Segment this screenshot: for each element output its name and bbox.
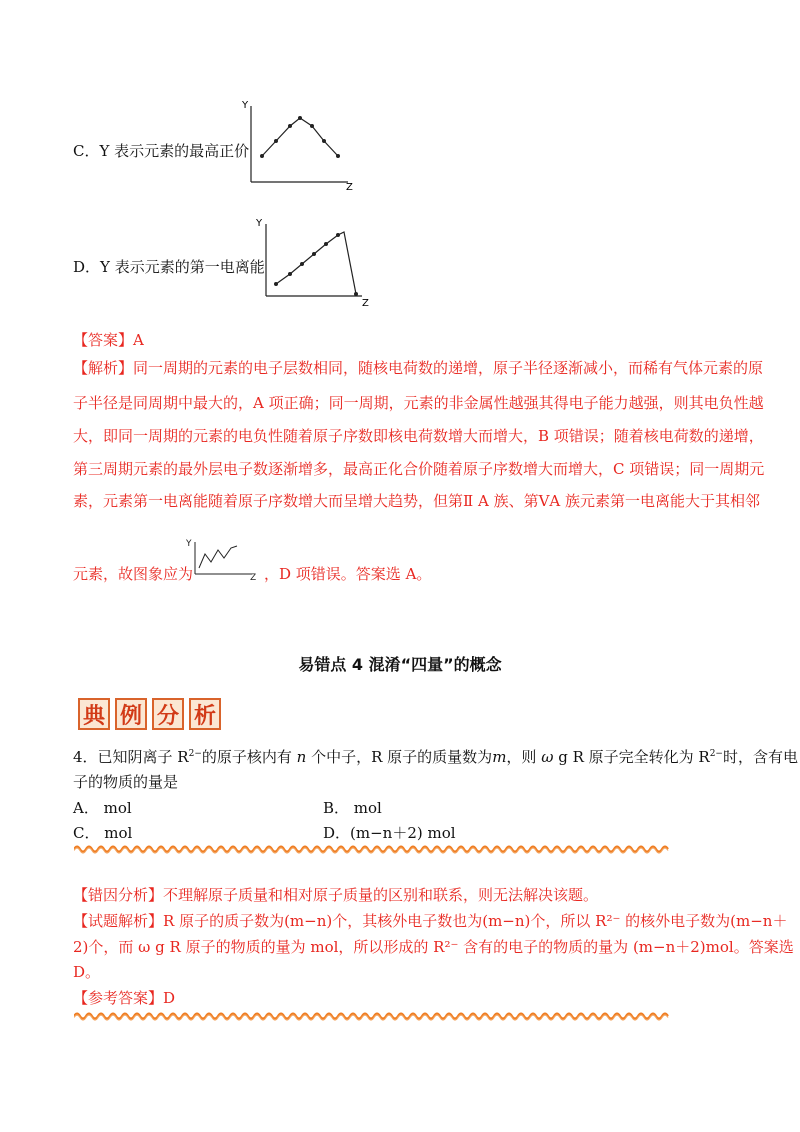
analysis-mini-chart — [184, 536, 264, 582]
badge-char-3: 分 — [152, 698, 184, 730]
analysis-line-4: 第三周期元素的最外层电子数逐渐增多，最高正化合价随着原子序数增大而增大，C 项错误；同一周期元 — [73, 460, 765, 478]
option-c-y-axis-label: Y — [242, 100, 249, 111]
reference-tag: 【参考答案】 — [73, 989, 164, 1007]
section-title: 易错点 4 混淆“四量”的概念 — [298, 655, 502, 674]
solution-line-1 — [73, 910, 787, 931]
q-text-a: 4．已知阴离子 R — [73, 748, 189, 766]
solution-tag: 【试题解析】 — [73, 912, 164, 930]
q-text-e: g R 原子完全转化为 R — [553, 748, 710, 766]
mini-y-axis-label: Y — [186, 539, 192, 549]
question-option-b: B． mol — [323, 799, 382, 817]
q-sup-1: 2− — [188, 749, 202, 759]
q-var-w: ω — [541, 748, 554, 766]
analysis-tag: 【解析】 — [73, 359, 134, 377]
option-d-x-axis-label: Z — [362, 298, 369, 309]
option-c-label: C．Y 表示元素的最高正价 — [73, 142, 250, 160]
analysis-line-1 — [73, 357, 763, 378]
answer-value: A — [133, 331, 144, 349]
q-text-b: 的原子核内有 — [201, 748, 297, 766]
analysis-line-6-post: ，D 项错误。答案选 A。 — [264, 565, 432, 583]
option-d-chart — [252, 212, 377, 310]
solution-text-1: R 原子的质子数为(m−n)个，其核外电子数也为(m−n)个，所以 R²⁻ 的核外电子数为(m−n＋ — [163, 912, 788, 930]
reference-value: D — [163, 989, 176, 1007]
badge-char-4: 析 — [189, 698, 221, 730]
q-var-n: n — [296, 748, 307, 766]
mini-x-axis-label: Z — [250, 573, 257, 582]
answer-line — [73, 329, 144, 350]
question-line-1 — [73, 746, 798, 767]
analysis-line-3: 大，即同一周期的元素的电负性随着原子序数即核电荷数增大而增大，B 项错误；随着核电荷数的递增， — [73, 427, 764, 445]
question-option-a: A． mol — [73, 799, 132, 817]
question-option-d: D．(m−n＋2) mol — [323, 824, 456, 842]
q-text-d: ，则 — [506, 748, 542, 766]
solution-line-3: D。 — [73, 963, 101, 981]
option-d-label: D．Y 表示元素的第一电离能 — [73, 258, 265, 276]
analysis-line-2: 子半径是同周期中最大的，A 项正确；同一周期，元素的非金属性越强其得电子能力越强，则其电负性越 — [73, 394, 764, 412]
wavy-divider-2 — [74, 1010, 669, 1022]
example-analysis-badge — [78, 698, 224, 732]
badge-char-2: 例 — [115, 698, 147, 730]
q-text-f: 时，含有电 — [722, 748, 798, 766]
option-c-x-axis-label: Z — [346, 182, 353, 193]
solution-line-2: 2)个，而 ω g R 原子的物质的量为 mol，所以形成的 R²⁻ 含有的电子的物质的量为 (m−n＋2)mol。答案选 — [73, 938, 794, 956]
option-c-chart — [238, 96, 363, 194]
q-sup-2: 2− — [709, 749, 723, 759]
analysis-line-6 — [73, 563, 193, 584]
analysis-text-6a: 元素，故图象应为 — [73, 565, 194, 583]
reference-line — [73, 987, 175, 1008]
error-cause-line — [73, 884, 598, 905]
q-var-m: m — [492, 748, 507, 766]
option-d-y-axis-label: Y — [256, 218, 263, 229]
wavy-divider-1 — [74, 843, 669, 855]
error-cause-text: 不理解原子质量和相对原子质量的区别和联系，则无法解决该题。 — [163, 886, 599, 904]
question-line-2: 子的物质的量是 — [73, 773, 179, 791]
q-text-c: 个中子，R 原子的质量数为 — [306, 748, 493, 766]
analysis-text-1: 同一周期的元素的电子层数相同，随核电荷数的递增，原子半径逐渐减小，而稀有气体元素的原 — [133, 359, 764, 377]
question-option-c: C． mol — [73, 824, 133, 842]
answer-tag: 【答案】 — [73, 331, 134, 349]
badge-char-1: 典 — [78, 698, 110, 730]
error-cause-tag: 【错因分析】 — [73, 886, 164, 904]
analysis-line-5: 素，元素第一电离能随着原子序数增大而呈增大趋势，但第Ⅱ A 族、第ⅤA 族元素第一电离能大于其相邻 — [73, 492, 761, 510]
